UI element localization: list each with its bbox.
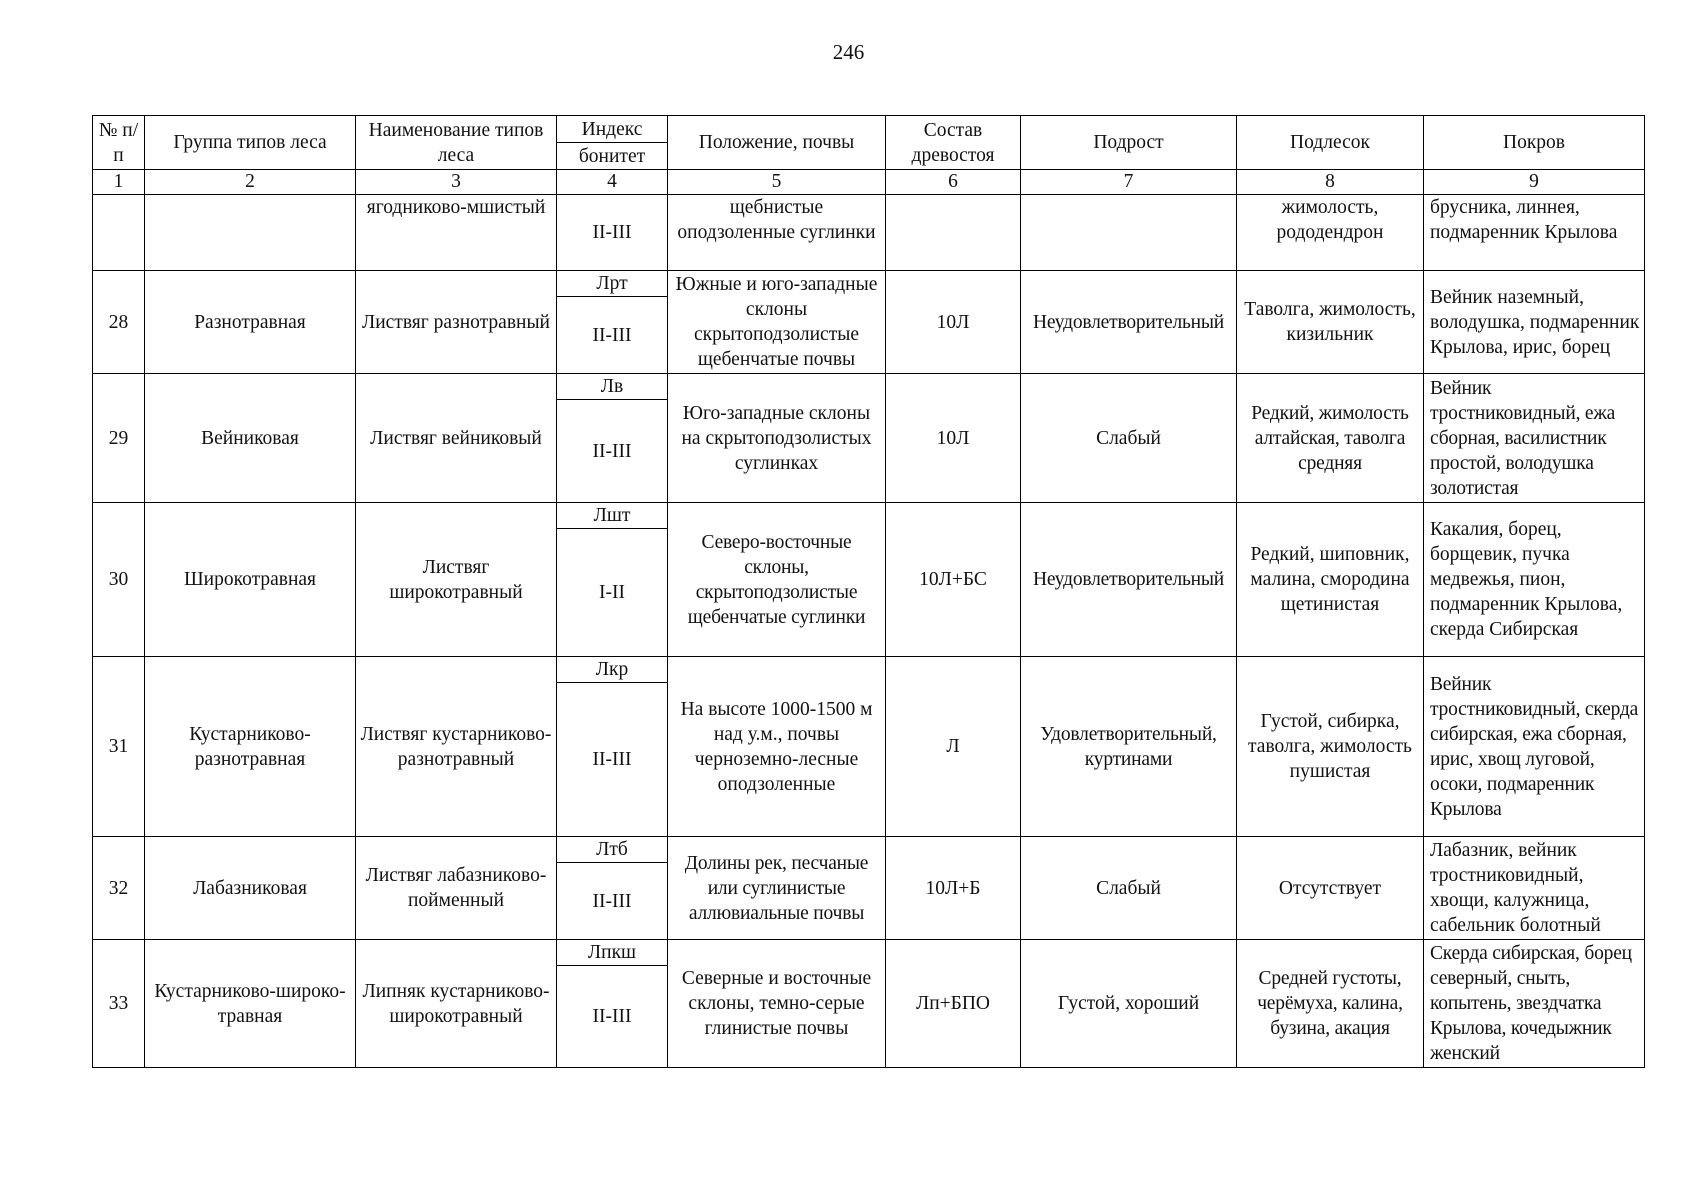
header-row <box>93 116 1645 143</box>
header-group: Группа типов леса <box>145 116 356 170</box>
cell-soil: Южные и юго-западные склоны скрытоподзолистые щебенчатые почвы <box>668 271 886 374</box>
cell-num: 33 <box>93 940 145 1068</box>
cell-name: Листвяг кустарниково-разнотравный <box>356 657 557 837</box>
cell-num: 29 <box>93 374 145 503</box>
cell-cover: брусника, линнея, подмаренник Крылова <box>1424 195 1645 271</box>
header-num: № п/п <box>93 116 145 170</box>
header-undergrowth: Подлесок <box>1237 116 1424 170</box>
cell-index: Лпкш <box>557 940 668 966</box>
cell-regrowth: Удовлетворительный, куртинами <box>1021 657 1237 837</box>
cell-name: Листвяг широкотравный <box>356 503 557 657</box>
cell-cover: Скерда сибирская, борец северный, сныть, копытень, звездчатка Крылова, кочедыжник женский <box>1424 940 1645 1068</box>
header-composition: Состав древостоя <box>886 116 1021 170</box>
table-row <box>93 657 1645 683</box>
column-number: 3 <box>356 170 557 195</box>
cell-name: Листвяг разнотравный <box>356 271 557 374</box>
cell-soil: щебнистые оподзоленные суглинки <box>668 195 886 271</box>
header-index: Индекс <box>557 116 668 143</box>
cell-bonitet: II-III <box>557 195 668 271</box>
cell-undergrowth: Густой, сибирка, таволга, жимолость пушистая <box>1237 657 1424 837</box>
cell-composition: 10Л <box>886 271 1021 374</box>
column-number-row <box>93 170 1645 195</box>
cell-name: Листвяг лабазниково-пойменный <box>356 837 557 940</box>
cell-soil: Долины рек, песчаные или суглинистые аллювиальные почвы <box>668 837 886 940</box>
cell-group: Вейниковая <box>145 374 356 503</box>
cell-undergrowth: Редкий, шиповник, малина, смородина щетинистая <box>1237 503 1424 657</box>
cell-composition: 10Л <box>886 374 1021 503</box>
column-number: 4 <box>557 170 668 195</box>
cell-group: Кустарниково-разнотравная <box>145 657 356 837</box>
cell-group: Кустарниково-широко-травная <box>145 940 356 1068</box>
cell-regrowth: Неудовлетворительный <box>1021 503 1237 657</box>
cell-name: ягодниково-мшистый <box>356 195 557 271</box>
cell-bonitet: II-III <box>557 683 668 837</box>
cell-name: Липняк кустарниково-широкотравный <box>356 940 557 1068</box>
column-number: 9 <box>1424 170 1645 195</box>
cell-cover: Какалия, борец, борщевик, пучка медвежья, пион, подмаренник Крылова, скерда Сибирская <box>1424 503 1645 657</box>
cell-num: 28 <box>93 271 145 374</box>
cell-regrowth: Слабый <box>1021 374 1237 503</box>
cell-index: Лкр <box>557 657 668 683</box>
header-bonitet: бонитет <box>557 143 668 170</box>
column-number: 2 <box>145 170 356 195</box>
cell-num: 30 <box>93 503 145 657</box>
cell-index: Лтб <box>557 837 668 863</box>
cell-group: Широкотравная <box>145 503 356 657</box>
header-name: Наименование типов леса <box>356 116 557 170</box>
continuation-row <box>93 195 1645 271</box>
cell-composition <box>886 195 1021 271</box>
cell-name: Листвяг вейниковый <box>356 374 557 503</box>
column-number: 8 <box>1237 170 1424 195</box>
cell-soil: На высоте 1000-1500 м над у.м., почвы черноземно-лесные оподзоленные <box>668 657 886 837</box>
cell-regrowth: Густой, хороший <box>1021 940 1237 1068</box>
cell-soil: Юго-западные склоны на скрытоподзолистых суглинках <box>668 374 886 503</box>
cell-cover: Лабазник, вейник тростниковидный, хвощи, калужница, сабельник болотный <box>1424 837 1645 940</box>
column-number: 5 <box>668 170 886 195</box>
cell-soil: Северо-восточные склоны, скрытоподзолистые щебенчатые суглинки <box>668 503 886 657</box>
cell-group: Лабазниковая <box>145 837 356 940</box>
cell-regrowth: Слабый <box>1021 837 1237 940</box>
cell-cover: Вейник наземный, володушка, подмаренник Крылова, ирис, борец <box>1424 271 1645 374</box>
cell-index: Лрт <box>557 271 668 297</box>
header-regrowth: Подрост <box>1021 116 1237 170</box>
cell-composition: Л <box>886 657 1021 837</box>
cell-group: Разнотравная <box>145 271 356 374</box>
cell-cover: Вейник тростниковидный, ежа сборная, василистник простой, володушка золотистая <box>1424 374 1645 503</box>
cell-regrowth <box>1021 195 1237 271</box>
cell-bonitet: II-III <box>557 863 668 940</box>
column-number: 7 <box>1021 170 1237 195</box>
header-cover: Покров <box>1424 116 1645 170</box>
cell-bonitet: II-III <box>557 297 668 374</box>
cell-bonitet: II-III <box>557 400 668 503</box>
table-row <box>93 503 1645 529</box>
cell-undergrowth: Таволга, жимолость, кизильник <box>1237 271 1424 374</box>
cell-undergrowth: Средней густоты, черёмуха, калина, бузина, акация <box>1237 940 1424 1068</box>
cell-cover: Вейник тростниковидный, скерда сибирская, ежа сборная, ирис, хвощ луговой, осоки, подмаренник Крылова <box>1424 657 1645 837</box>
cell-regrowth: Неудовлетворительный <box>1021 271 1237 374</box>
cell-index: Лв <box>557 374 668 400</box>
header-soil: Положение, почвы <box>668 116 886 170</box>
table-row <box>93 837 1645 863</box>
cell-undergrowth: Отсутствует <box>1237 837 1424 940</box>
table-row <box>93 940 1645 966</box>
cell-num: 32 <box>93 837 145 940</box>
cell-composition: Лп+БПО <box>886 940 1021 1068</box>
table-row <box>93 374 1645 400</box>
page-number: 246 <box>832 40 865 64</box>
cell-num: 31 <box>93 657 145 837</box>
forest-types-table <box>92 115 1645 1068</box>
cell-composition: 10Л+БС <box>886 503 1021 657</box>
cell-undergrowth: Редкий, жимолость алтайская, таволга средняя <box>1237 374 1424 503</box>
cell-group <box>145 195 356 271</box>
column-number: 6 <box>886 170 1021 195</box>
cell-bonitet: I-II <box>557 529 668 657</box>
column-number: 1 <box>93 170 145 195</box>
cell-soil: Северные и восточные склоны, темно-серые глинистые почвы <box>668 940 886 1068</box>
cell-bonitet: II-III <box>557 966 668 1068</box>
cell-index: Лшт <box>557 503 668 529</box>
cell-composition: 10Л+Б <box>886 837 1021 940</box>
cell-undergrowth: жимолость, рододендрон <box>1237 195 1424 271</box>
cell-num <box>93 195 145 271</box>
table-row <box>93 271 1645 297</box>
